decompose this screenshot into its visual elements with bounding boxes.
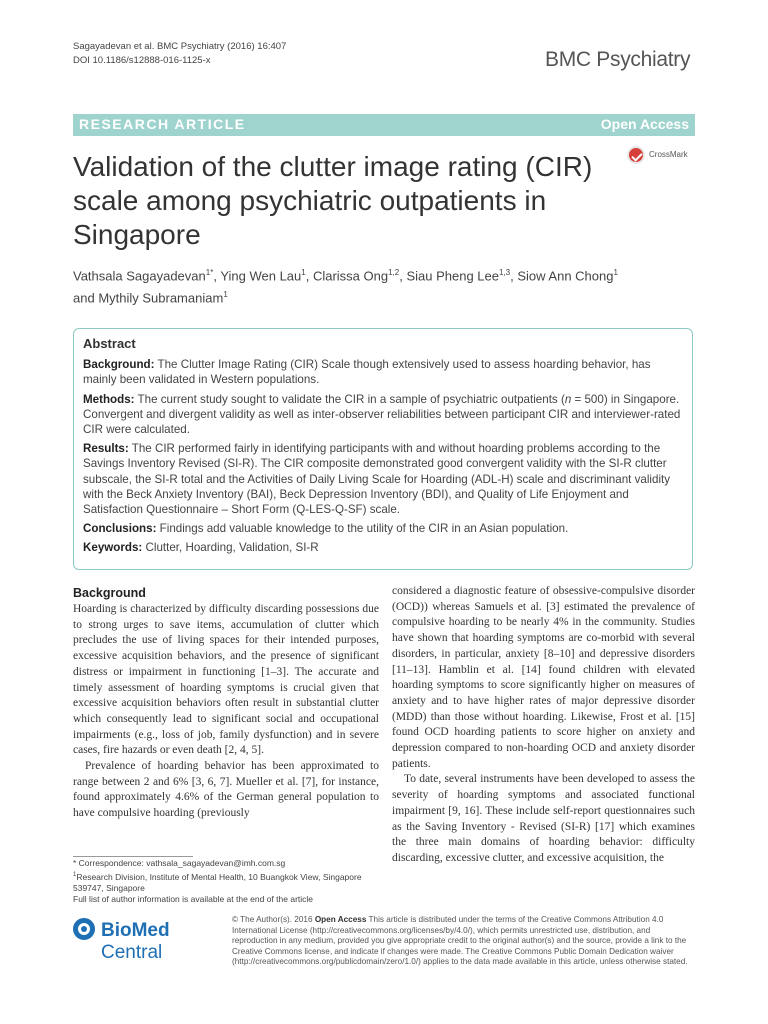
sample-size-symbol: n — [564, 392, 572, 406]
publisher-name — [101, 920, 223, 964]
affiliation-number: 1 — [73, 871, 77, 878]
author-name: Mythily Subramaniam — [98, 290, 224, 306]
license-open-access: Open Access — [314, 915, 367, 924]
article-type-banner — [73, 114, 695, 136]
author-affiliation: 1,2 — [388, 268, 400, 277]
author-name: Siau Pheng Lee — [406, 268, 499, 284]
footnotes — [73, 858, 373, 906]
citation — [73, 40, 286, 68]
section-label: Conclusions: — [83, 522, 157, 536]
section-text: Clutter, Hoarding, Validation, SI-R — [145, 541, 319, 555]
footnote-divider — [73, 856, 193, 857]
body-column-left — [73, 584, 379, 822]
crossmark-label: CrossMark — [649, 150, 688, 159]
article-title: Validation of the clutter image rating (CIR) scale among psychiatric outpatients in Singapore — [73, 151, 593, 250]
journal-name: BMC Psychiatry — [545, 48, 691, 71]
affiliation-text: Research Division, Institute of Mental Health, 10 Buangkok View, Singapore 539747, Singapore — [73, 871, 362, 893]
license-copyright: © The Author(s). 2016 — [232, 915, 315, 924]
section-text: The CIR performed fairly in identifying participants with and without hoarding problems according to the Savings Inventory Revised (SI-R). The CIR composite demonstrated good convergent validity with the SI-R clutter subscale, the SI-R total and the Activities of Daily Living Scale for Hoarding (ADL-H) scale and discriminant validity with the Beck Anxiety Inventory (BAI), Beck Depression Inventory (BDI), and Quality of Life Enjoyment and Satisfaction Questionnaire – Short Form (Q-LES-Q-SF) scale. — [83, 442, 671, 517]
abstract-methods — [83, 392, 683, 438]
section-text: Findings add valuable knowledge to the utility of the CIR in an Asian population. — [159, 522, 569, 536]
publisher-name-rest: Central — [101, 942, 163, 963]
author-affiliation: 1 — [613, 268, 618, 277]
license-body: This article is distributed under the terms of the Creative Commons Attribution 4.0 International License (http://creativecommons.org/licenses/by/4.0/), which permits unrestricted use, distribution, and reproduction in any medium, provided you give appropriate credit to the original author(s) and the source, provide a link to the Creative Commons license, and indicate if changes were made. The Creative Commons Public Domain Dedication waiver (http://creativecommons.org/publicdomain/zero/1.0/) applies to the data made available in this article, unless otherwise stated. — [232, 915, 688, 966]
section-label: Background: — [83, 358, 155, 372]
body-paragraph: Hoarding is characterized by difficulty discarding possessions due to strong urges to save items, accumulation of clutter which precludes the use of living spaces for their intended purposes, excessive acquisition behaviors, and the presence of significant distress or impairment in functioning [1–3]. The accurate and timely assessment of hoarding symptoms is crucial given that excessive acquisition behaviors often result in substantial clutter which consequently lead to significant social and occupational impairments (e.g., loss of job, family dysfunction) and in severe cases, fire hazards or even death [2, 4, 5]. — [73, 603, 379, 757]
abstract-results — [83, 441, 683, 517]
author-info-note: Full list of author information is available at the end of the article — [73, 894, 314, 905]
section-label: Keywords: — [83, 541, 143, 555]
author-affiliation: 1* — [205, 268, 214, 277]
author-affiliation: 1 — [223, 290, 228, 300]
abstract-keywords — [83, 540, 683, 555]
abstract-box — [73, 328, 693, 570]
author-name: Vathsala Sagayadevan — [73, 268, 206, 284]
doi-link[interactable]: DOI 10.1186/s12888-016-1125-x — [73, 55, 211, 66]
author-list: Vathsala Sagayadevan$^{1*}$, Ying Wen Lau$^1$, Clarissa Ong$^{1,2}$, Siau Pheng Lee$^{1,3}$, Siow Ann Chong$^1$ and Mythily Subramaniam$^1$ — [73, 268, 618, 306]
open-access-label: Open Access — [600, 116, 689, 132]
section-label: Methods: — [83, 392, 135, 406]
correspondence-note: * Correspondence: vathsala_sagayadevan@imh.com.sg — [73, 858, 286, 868]
section-text: The current study sought to validate the CIR in a sample of psychiatric outpatients ( — [137, 392, 565, 406]
license-text — [232, 915, 695, 968]
crossmark-badge[interactable] — [627, 146, 699, 170]
section-label: Results: — [83, 442, 129, 456]
author-affiliation: 1,3 — [498, 268, 511, 277]
citation-line: Sagayadevan et al. BMC Psychiatry (2016) 16:407 — [73, 41, 287, 52]
abstract-background — [83, 357, 683, 387]
biomed-central-icon — [73, 918, 95, 940]
abstract-heading: Abstract — [83, 336, 136, 351]
section-heading: Background — [73, 586, 146, 600]
crossmark-icon — [627, 146, 645, 164]
body-column-right — [392, 584, 695, 867]
article-type-label: RESEARCH ARTICLE — [79, 116, 246, 132]
body-paragraph: considered a diagnostic feature of obsessive-compulsive disorder (OCD)) whereas Samuels et al. [3] estimated the prevalence of compulsive hoarding to be nearly 4% in the community. Studies have shown that hoarding symptoms are co-morbid with several disorders, in particular, anxiety [8–10] and depressive disorders [11–13]. Hamblin et al. [14] found children with elevated hoarding symptoms to score significantly higher on measures of anxiety and to have higher rates of major depressive disorder (MDD) than those without hoarding. Likewise, Frost et al. [15] found OCD hoarding patients to score higher on anxiety and depression compared to non-hoarding OCD and anxiety disorder patients. — [392, 585, 695, 770]
section-text: = 500) in Singapore. Convergent and divergent validity as well as inter-observer reliabilities between participant CIR and interviewer-rated CIR were calculated. — [83, 392, 681, 437]
author-affiliation: 1 — [301, 268, 306, 277]
body-paragraph: Prevalence of hoarding behavior has been approximated to range between 2 and 6% [3, 6, 7]. Mueller et al. [7], for instance, found approximately 4.6% of the German general population to have compulsive hoarding (previously — [73, 760, 379, 820]
abstract-conclusions — [83, 521, 683, 536]
author-name: Ying Wen Lau — [220, 268, 302, 284]
section-text: The Clutter Image Rating (CIR) Scale though extensively used to assess hoarding behavior, has mainly been validated in Western populations. — [83, 358, 651, 387]
biomed-central-logo — [73, 916, 223, 963]
affiliation-note — [73, 870, 373, 895]
author-name: Clarissa Ong — [312, 268, 389, 284]
author-name: Siow Ann Chong — [517, 268, 614, 284]
body-paragraph: To date, several instruments have been developed to assess the severity of hoarding symptoms and associated functional impairment [9, 16]. These include self-report questionnaires such as the Saving Inventory - Revised (SI-R) [17] which examines the three main domains of hoarding behavior: difficulty discarding, excessive clutter, and excessive acquisition, the — [392, 773, 695, 864]
publisher-name-bold: BioMed — [101, 920, 170, 941]
